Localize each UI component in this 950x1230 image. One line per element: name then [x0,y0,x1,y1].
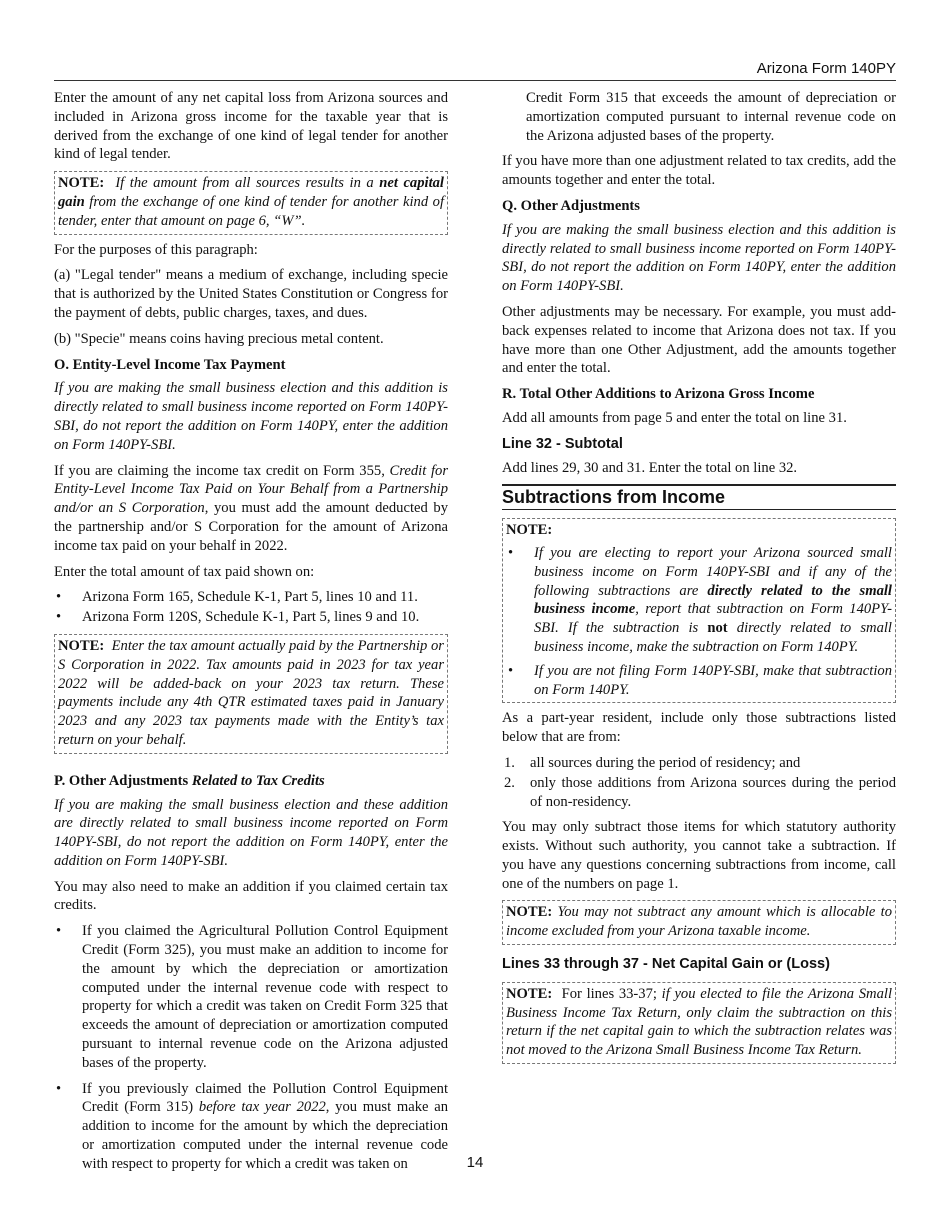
note-capital-gain [54,171,448,234]
statutory-authority-paragraph: You may only subtract those items for which statutory authority exists. Without such authority, you cannot take a subtraction. If you have any questions concerning subtractions from income, call one of the numbers on page 1. [502,819,896,892]
page-header [54,58,896,81]
note-label: NOTE: [58,175,105,192]
part-year-list [502,754,896,811]
line-32-paragraph: Add lines 29, 30 and 31. Enter the total on line 32. [502,459,798,476]
section-o-heading: O. Entity-Level Income Tax Payment [54,356,286,373]
note-text: You may not subtract any amount which is allocable to income excluded from your Arizona taxable income. [506,904,892,940]
section-q-italic: If you are making the small business election and this addition is directly related to small business income reported on Form 140PY-SBI, do not report the addition on Form 140PY, enter the addition on Form 140PY-SBI. [502,221,896,295]
list-item: 2. only those additions from Arizona sources during the period of non-residency. [504,774,896,810]
note-label: NOTE: [58,637,105,654]
specie-definition: (b) "Specie" means coins having precious metal content. [54,330,384,347]
list-item: • If you previously claimed the Pollution Control Equipment Credit (Form 315) before tax year 2022, you must make an addition to income for the amount by which the depreciation or amortization computed under the internal revenue code with respect to property for which a credit was taken on [56,1080,448,1172]
list-item: • If you are electing to report your Arizona sourced small business income on Form 140PY-SBI and if any of the following subtractions are directly related to the small business income, report that subtraction on Form 140PY-SBI. If the subtraction is not directly related to small business income, make the subtraction on Form 140PY. [508,544,892,655]
tax-credit-list [54,922,448,1173]
section-q-heading: Q. Other Adjustments [502,197,640,214]
intro-paragraph: Enter the amount of any net capital loss from Arizona sources and included in Arizona gross income for the taxable year that is derived from the exchange of one kind of legal tender for another kind of legal tender. [54,90,448,163]
section-o-paragraph-2: Enter the total amount of tax paid shown on: [54,563,315,580]
section-p-paragraph: You may also need to make an addition if you claimed certain tax credits. [54,878,448,914]
note-emphasis: net capital gain [58,175,444,210]
section-o-paragraph: If you are claiming the income tax credit on Form 355, Credit for Entity-Level Income Tax Paid on Your Behalf from a Partnership and/or an S Corporation, you must add the amount deducted by the partnership and/or S Corporation for the amount of Arizona income tax paid on your behalf in 2022. [54,462,448,554]
purposes-paragraph: For the purposes of this paragraph: [54,241,258,258]
subtractions-section-title: Subtractions from Income [502,484,896,510]
section-p-heading: P. Other Adjustments Related to Tax Credits [54,772,325,789]
form-title: Arizona Form 140PY [756,60,896,77]
continued-bullet-text: Credit Form 315 that exceeds the amount of depreciation or amortization computed pursuant to internal revenue code on the Arizona adjusted bases of the property. [526,90,896,144]
note-text: from the exchange of one kind of tender for another kind of tender, enter that amount on page 6, “W”. [58,193,444,229]
note-label: NOTE: [506,985,553,1002]
list-item: • If you are not filing Form 140PY-SBI, make that subtraction on Form 140PY. [508,662,892,698]
right-column [502,89,896,1070]
part-year-paragraph: As a part-year resident, include only those subtractions listed below that are from: [502,710,896,746]
note-label: NOTE: [506,522,553,539]
note-small-business [502,518,896,703]
legal-tender-definition: (a) "Legal tender" means a medium of exchange, including specie that is authorized by the United States Constitution or Congress for the payment of debts, public charges, taxes, and dues. [54,267,448,321]
list-item: • Arizona Form 120S, Schedule K-1, Part 5, lines 9 and 10. [56,609,420,626]
schedule-list [54,588,448,627]
note-label: NOTE: [506,904,553,921]
list-item: • If you claimed the Agricultural Pollution Control Equipment Credit (Form 325), you must make an addition to income for the amount by which the depreciation or amortization computed under the internal revenue code with respect to property for which a credit was taken on Credit Form 325 that exceeds the amount of depreciation or amortization computed pursuant to internal revenue code on the Arizona adjusted bases of the property. [56,923,448,1071]
note-text: If the amount from all sources results in a [115,175,380,192]
note-tax-amount [54,634,448,754]
list-item: • Arizona Form 165, Schedule K-1, Part 5, lines 10 and 11. [56,589,418,606]
page-number: 14 [466,1154,484,1171]
line-32-heading: Line 32 - Subtotal [502,435,623,452]
list-item: 1. all sources during the period of residency; and [504,754,801,771]
left-column [54,89,448,1181]
lines-33-37-heading: Lines 33 through 37 - Net Capital Gain or (Loss) [502,956,830,973]
section-r-paragraph: Add all amounts from page 5 and enter the total on line 31. [502,409,847,426]
tax-credit-total-paragraph: If you have more than one adjustment related to tax credits, add the amounts together and enter the total. [502,153,896,189]
note-text: if you elected to file the Arizona Small Business Income Tax Return, only claim the subtraction on this return if the net capital gain to which the subtraction relates was not moved to the Arizona Small Business Income Tax Return. [506,985,893,1059]
section-o-italic: If you are making the small business election and this addition is directly related to small business income reported on Form 140PY-SBI, do not report the addition on Form 140PY, enter the addition on Form 140PY-SBI. [54,380,448,453]
section-q-paragraph: Other adjustments may be necessary. For example, you must add-back expenses related to income that Arizona does not tax. If you have more than one Other Adjustment, add the amounts together and enter the total. [502,303,896,377]
note-capital-gain-sbi: NOTE: For lines 33-37; if you elected to file the Arizona Small Business Income Tax Return, only claim the subtraction on this return if the net capital gain to which the subtraction relates was not moved to the Arizona Small Business Income Tax Return. [502,982,896,1064]
note-allocable-income [502,900,896,945]
section-r-heading: R. Total Other Additions to Arizona Gross Income [502,386,815,403]
note-text: Enter the tax amount actually paid by the Partnership or S Corporation in 2022. Tax amounts paid in 2023 for tax year 2022 will be added-back on your 2023 tax return. These payments include any 4th QTR estimated taxes paid in January 2023 and any 2023 tax payments made with the Entity’s tax return on your behalf. [58,637,444,748]
section-p-italic: If you are making the small business election and these addition are directly related to small business income reported on Form 140PY-SBI, do not report the addition on Form 140PY, enter the addition on Form 140PY-SBI. [54,796,448,869]
form-355-title: Credit for Entity-Level Income Tax Paid on Your Behalf from a Partnership and/or an S Corporation [54,462,448,517]
